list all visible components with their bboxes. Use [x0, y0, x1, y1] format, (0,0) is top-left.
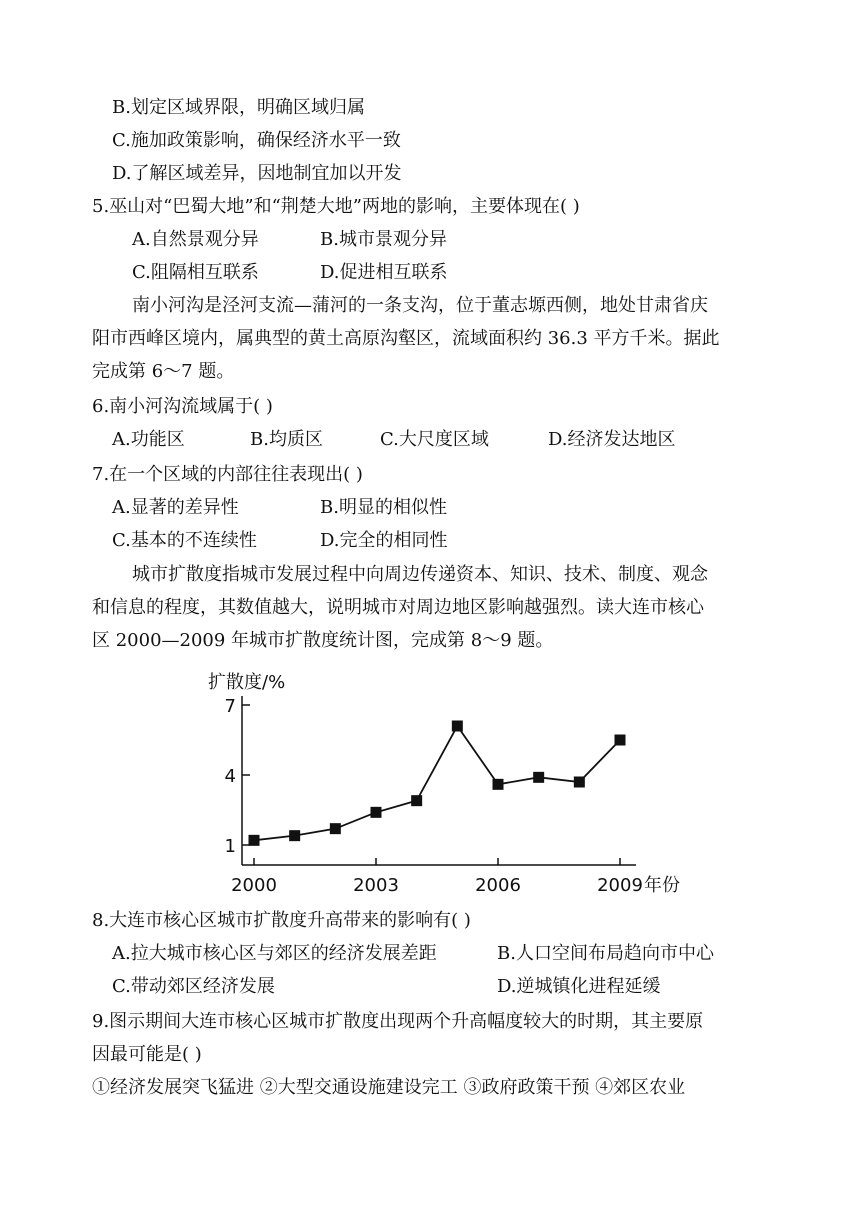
- passage1-line-2: 阳市西峰区境内，属典型的黄土高原沟壑区，流域面积约 36.3 平方千米。据此: [92, 328, 720, 349]
- q8-stem: 8.大连市核心区城市扩散度升高带来的影响有( ): [92, 910, 471, 931]
- q4-option-d: D.了解区域差异，因地制宜加以开发: [112, 163, 402, 184]
- q4-option-c: C.施加政策影响，确保经济水平一致: [112, 130, 401, 151]
- y-tick-label: 7: [224, 696, 236, 717]
- x-axis-title: 年份: [644, 875, 680, 896]
- q7-option-c: C.基本的不连续性: [112, 530, 257, 551]
- q6-option-b: B.均质区: [250, 429, 323, 450]
- q9-stem-line-2: 因最可能是( ): [92, 1044, 202, 1065]
- q6-option-c: C.大尺度区域: [380, 429, 489, 450]
- q5-option-c: C.阻隔相互联系: [132, 262, 259, 283]
- q8-option-a: A.拉大城市核心区与郊区的经济发展差距: [112, 943, 437, 964]
- data-point-marker: [411, 795, 422, 806]
- data-point-marker: [249, 835, 260, 846]
- passage2-line-1: 城市扩散度指城市发展过程中向周边传递资本、知识、技术、制度、观念: [132, 564, 708, 585]
- data-point-marker: [371, 807, 382, 818]
- q7-option-b: B.明显的相似性: [320, 497, 447, 518]
- q5-option-b: B.城市景观分异: [320, 229, 447, 250]
- x-tick-label: 2009: [597, 875, 643, 896]
- data-point-marker: [615, 735, 626, 746]
- y-axis-title: 扩散度/%: [208, 672, 286, 693]
- q5-option-d: D.促进相互联系: [320, 262, 448, 283]
- q9-stem-line-1: 9.图示期间大连市核心区城市扩散度出现两个升高幅度较大的时期，其主要原: [92, 1011, 704, 1032]
- q5-option-a: A.自然景观分异: [132, 229, 259, 250]
- passage2-line-2: 和信息的程度，其数值越大，说明城市对周边地区影响越强烈。读大连市核心: [92, 597, 704, 618]
- data-point-marker: [533, 772, 544, 783]
- q8-option-b: B.人口空间布局趋向市中心: [497, 943, 714, 964]
- q7-stem: 7.在一个区域的内部往往表现出( ): [92, 464, 363, 485]
- data-point-marker: [330, 823, 341, 834]
- y-tick-label: 4: [224, 766, 236, 787]
- x-tick-label: 2003: [353, 875, 399, 896]
- diffusion-line-chart: [200, 660, 700, 900]
- q7-option-d: D.完全的相同性: [320, 530, 448, 551]
- q8-option-c: C.带动郊区经济发展: [112, 976, 275, 997]
- data-point-marker: [289, 830, 300, 841]
- q6-option-a: A.功能区: [112, 429, 185, 450]
- q4-option-b: B.划定区域界限，明确区域归属: [112, 97, 365, 118]
- passage1-line-3: 完成第 6～7 题。: [92, 361, 235, 382]
- q6-option-d: D.经济发达地区: [548, 429, 676, 450]
- x-tick-label: 2000: [231, 875, 277, 896]
- x-tick-label: 2006: [475, 875, 521, 896]
- passage1-line-1: 南小河沟是泾河支流—蒲河的一条支沟，位于董志塬西侧，地处甘肃省庆: [132, 295, 708, 316]
- q9-choices: ①经济发展突飞猛进 ②大型交通设施建设完工 ③政府政策干预 ④郊区农业: [92, 1077, 686, 1098]
- data-point-marker: [493, 779, 504, 790]
- q6-stem: 6.南小河沟流域属于( ): [92, 396, 273, 417]
- y-tick-label: 1: [224, 836, 236, 857]
- data-point-marker: [452, 721, 463, 732]
- passage2-line-3: 区 2000—2009 年城市扩散度统计图，完成第 8～9 题。: [92, 630, 554, 651]
- series-line: [254, 726, 620, 840]
- q7-option-a: A.显著的差异性: [112, 497, 239, 518]
- q5-stem: 5.巫山对“巴蜀大地”和“荆楚大地”两地的影响，主要体现在( ): [92, 196, 580, 217]
- data-point-marker: [574, 777, 585, 788]
- q8-option-d: D.逆城镇化进程延缓: [497, 976, 661, 997]
